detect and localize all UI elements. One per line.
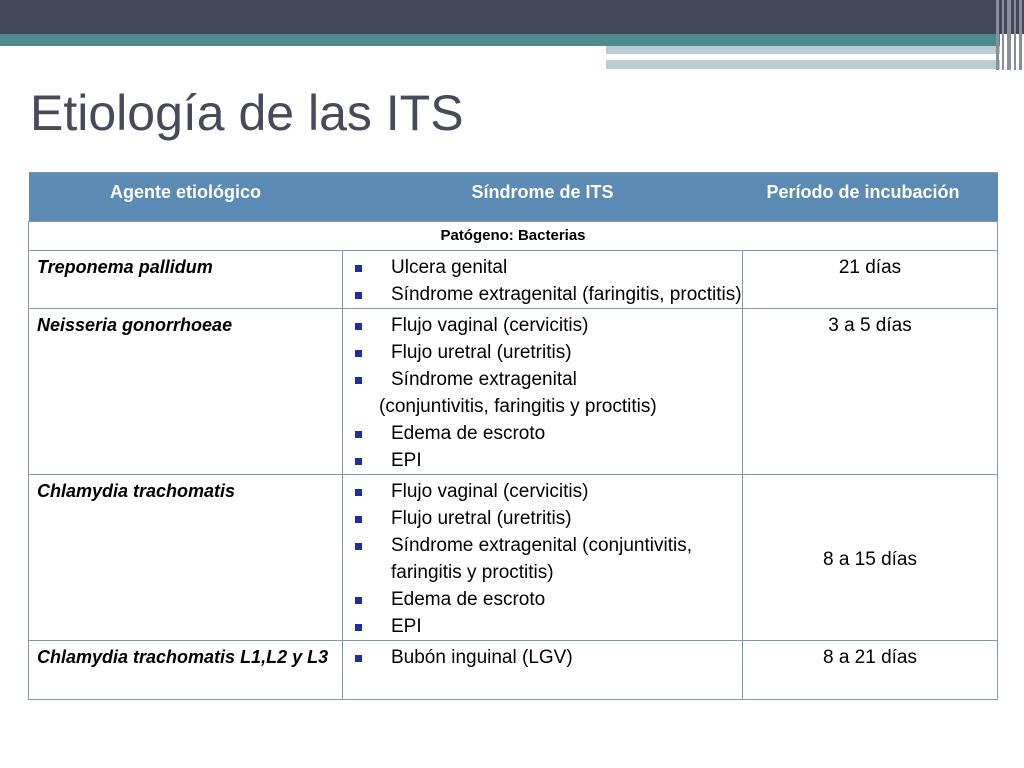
agent-cell: Treponema pallidum bbox=[29, 251, 343, 309]
header-agent: Agente etiológico bbox=[29, 173, 343, 222]
incubation-cell: 21 días bbox=[743, 251, 998, 309]
symptom-item: Síndrome extragenital (faringitis, proctitis) bbox=[343, 281, 742, 308]
incubation-cell: 8 a 15 días bbox=[743, 475, 998, 641]
table-row bbox=[29, 475, 998, 641]
symptom-item: Edema de escroto bbox=[343, 586, 742, 613]
symptom-item: Bubón inguinal (LGV) bbox=[343, 644, 742, 671]
agent-cell: Chlamydia trachomatis L1,L2 y L3 bbox=[29, 641, 343, 700]
symptom-item: Flujo uretral (uretritis) bbox=[343, 339, 742, 366]
decor-line bbox=[606, 60, 1000, 69]
syndrome-cell bbox=[343, 641, 743, 700]
symptom-item: Edema de escroto bbox=[343, 420, 742, 447]
symptom-item: Flujo vaginal (cervicitis) bbox=[343, 312, 742, 339]
symptom-item: EPI bbox=[343, 447, 742, 474]
symptom-item: Síndrome extragenital bbox=[343, 366, 742, 393]
decor-stripes bbox=[994, 0, 1024, 70]
subheader-row bbox=[29, 222, 998, 251]
syndrome-cell bbox=[343, 251, 743, 309]
table-header-row bbox=[29, 173, 998, 222]
slide-title: Etiología de las ITS bbox=[30, 85, 464, 141]
syndrome-cell bbox=[343, 309, 743, 475]
symptom-item: Flujo vaginal (cervicitis) bbox=[343, 478, 742, 505]
top-band bbox=[0, 0, 1024, 34]
subheader-pathogen: Patógeno: Bacterias bbox=[29, 222, 998, 251]
agent-cell: Chlamydia trachomatis bbox=[29, 475, 343, 641]
table-row bbox=[29, 641, 998, 700]
symptom-item: Flujo uretral (uretritis) bbox=[343, 505, 742, 532]
agent-cell: Neisseria gonorrhoeae bbox=[29, 309, 343, 475]
symptom-item: Síndrome extragenital (conjuntivitis, faringitis y proctitis) bbox=[343, 532, 742, 586]
symptom-item-continuation: (conjuntivitis, faringitis y proctitis) bbox=[379, 396, 657, 417]
header-syndrome: Síndrome de ITS bbox=[343, 173, 743, 222]
table-row bbox=[29, 251, 998, 309]
etiology-table bbox=[28, 172, 998, 700]
teal-band bbox=[0, 34, 1000, 46]
header-incubation: Período de incubación bbox=[743, 173, 998, 222]
symptom-item: EPI bbox=[343, 613, 742, 640]
decor-line bbox=[826, 55, 948, 58]
incubation-cell: 3 a 5 días bbox=[743, 309, 998, 475]
table-row bbox=[29, 309, 998, 475]
symptom-item: Ulcera genital bbox=[343, 254, 742, 281]
decor-line bbox=[606, 46, 1000, 54]
incubation-cell: 8 a 21 días bbox=[743, 641, 998, 700]
syndrome-cell bbox=[343, 475, 743, 641]
